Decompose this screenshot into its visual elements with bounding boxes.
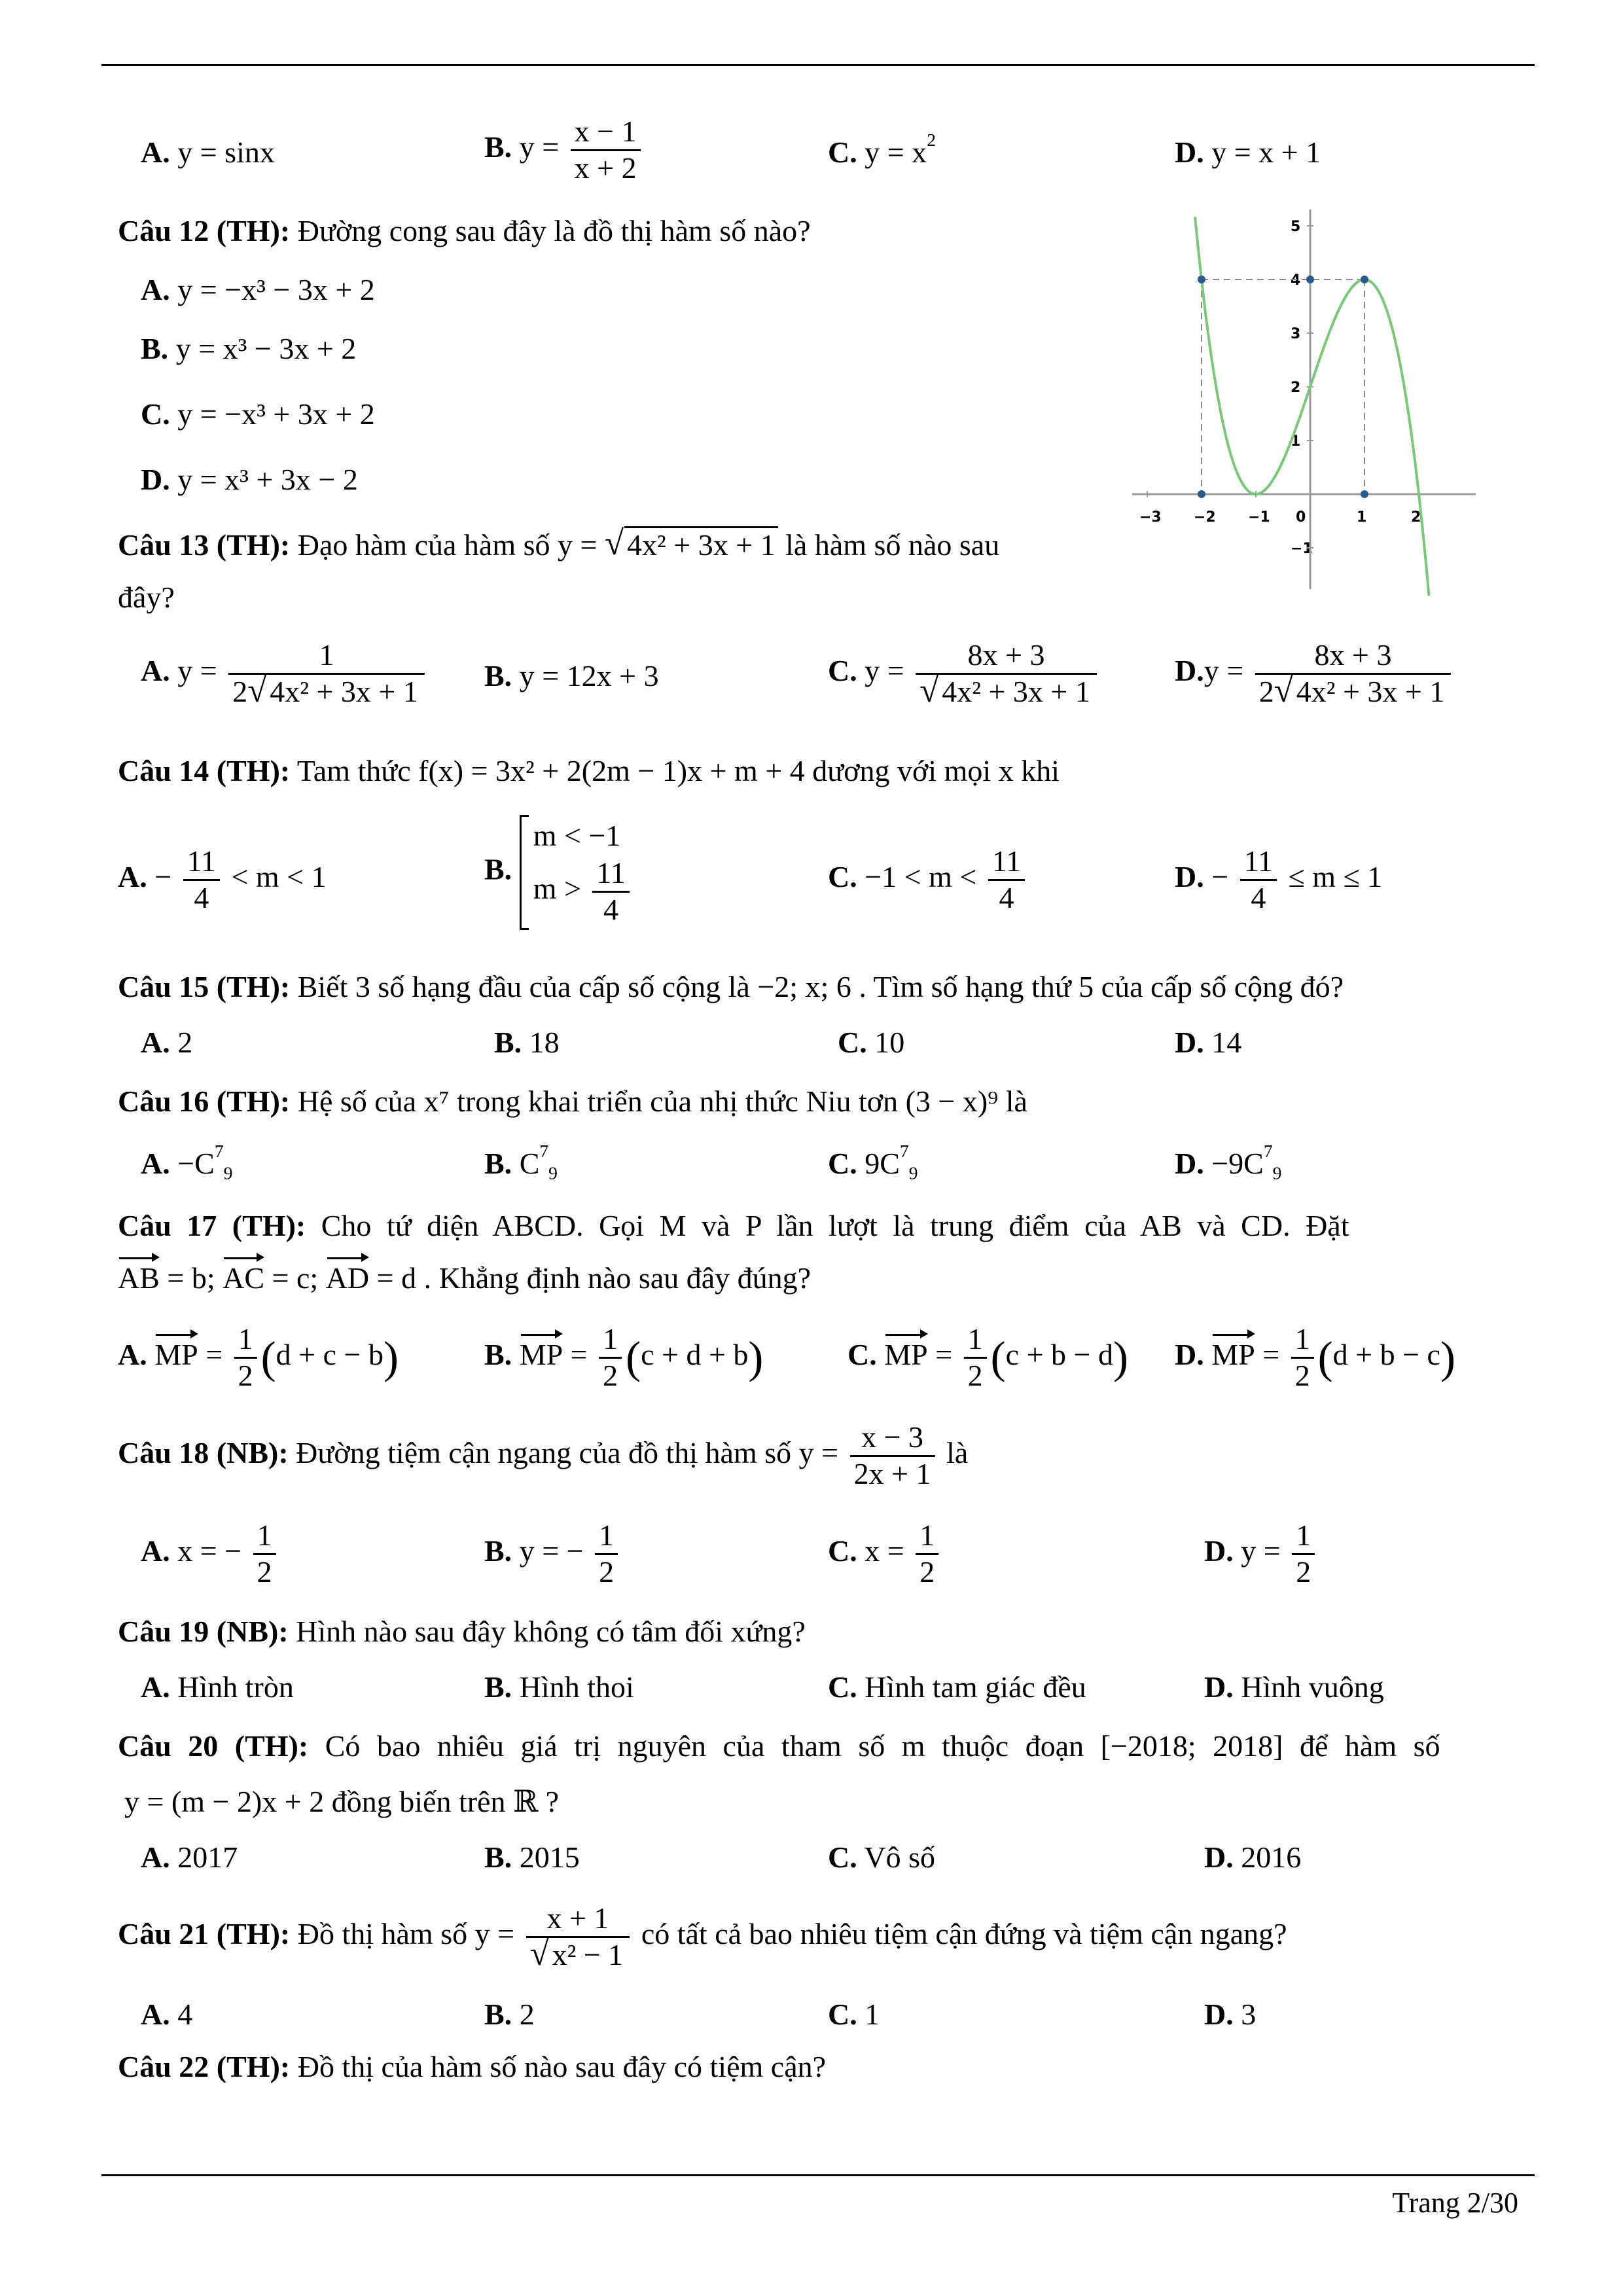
x-tick-label: −1 bbox=[1248, 509, 1270, 526]
q14-option-a[interactable]: A. − $\frac{11}{4}$ < m < 1 bbox=[118, 844, 327, 914]
fraction: $\frac{x - 1}{x + 2}$ bbox=[571, 115, 641, 186]
q20-option-c[interactable]: C. Vô số bbox=[828, 1840, 936, 1874]
y-tick-label: 1 bbox=[1291, 433, 1301, 450]
fraction: 8x + 3 2 √ 4x² + 3x + 1 bbox=[1255, 638, 1452, 709]
graph-point bbox=[1361, 276, 1368, 283]
q12-stem: Câu 12 (TH): Đường cong sau đây là đồ thị hàm số nào? bbox=[118, 214, 811, 247]
q14-stem: Câu 14 (TH): Tam thức f(x) = 3x² + 2(2m − 1)x + m + 4 dương với mọi x khi bbox=[118, 754, 1060, 787]
y-tick-label: 4 bbox=[1291, 272, 1301, 289]
q18-option-a[interactable]: A. x = − $\frac{1}{2}$ bbox=[141, 1518, 280, 1590]
q15-option-d[interactable]: D. 14 bbox=[1175, 1026, 1242, 1059]
q18-stem: Câu 18 (NB): Đường tiệm cận ngang của đồ thị hàm số y = $\frac{x - 3}{2x + 1}$ là bbox=[118, 1420, 969, 1490]
q17-stem: Câu 17 (TH): Cho tứ diện ABCD. Gọi M và P lần lượt là trung điểm của AB và CD. Đặt bbox=[118, 1209, 1349, 1242]
fraction: 8x + 3 √ 4x² + 3x + 1 bbox=[916, 638, 1097, 709]
x-tick-label: 1 bbox=[1357, 509, 1367, 526]
graph-point bbox=[1361, 490, 1368, 498]
sqrt: √ 4x² + 3x + 1 bbox=[605, 527, 778, 563]
y-tick-label: 3 bbox=[1291, 326, 1301, 342]
q15-option-c[interactable]: C. 10 bbox=[838, 1026, 905, 1059]
y-tick-label: −1 bbox=[1291, 541, 1313, 557]
q13-stem-line2: đây? bbox=[118, 581, 175, 614]
graph-points bbox=[1198, 276, 1368, 498]
q20-option-b[interactable]: B. 2015 bbox=[484, 1840, 580, 1874]
fraction: $\frac{11}{4}$ bbox=[183, 844, 220, 916]
q17-stem-line2: AB = b; AC = c; AD = d . Khẳng định nào sau đây đúng? bbox=[118, 1260, 811, 1296]
bracket-system: m < −1 m > $\frac{11}{4}$ bbox=[520, 815, 633, 930]
q19-stem: Câu 19 (NB): Hình nào sau đây không có tâm đối xứng? bbox=[118, 1615, 806, 1648]
q20-option-d[interactable]: D. 2016 bbox=[1204, 1840, 1302, 1874]
q21-option-c[interactable]: C. 1 bbox=[828, 1998, 880, 2031]
q14-option-c[interactable]: C. −1 < m < $\frac{11}{4}$ bbox=[828, 844, 1029, 916]
fraction: 1 2 √ 4x² + 3x + 1 bbox=[228, 638, 425, 709]
x-tick-label: 2 bbox=[1411, 509, 1421, 526]
x-tick-label: −2 bbox=[1194, 509, 1216, 526]
q13-option-a[interactable]: A. y = 1 2 √ 4x² + 3x + 1 bbox=[141, 638, 429, 709]
q19-option-a[interactable]: A. Hình tròn bbox=[141, 1670, 294, 1704]
graph-ticks bbox=[1139, 219, 1421, 557]
q17-option-d[interactable]: D. MP = $\frac{1}{2}$ (d + b − c) bbox=[1175, 1322, 1455, 1392]
fraction: $\frac{11}{4}$ bbox=[988, 844, 1025, 916]
q16-stem: Câu 16 (TH): Hệ số của x⁷ trong khai triển của nhị thức Niu tơn (3 − x)⁹ là bbox=[118, 1085, 1027, 1118]
y-tick-label: 5 bbox=[1291, 219, 1301, 235]
q12-option-b[interactable]: B. y = x³ − 3x + 2 bbox=[141, 332, 357, 365]
q15-option-a[interactable]: A. 2 bbox=[141, 1026, 193, 1059]
q12-option-a[interactable]: A. y = −x³ − 3x + 2 bbox=[141, 273, 375, 306]
q16-option-a[interactable]: A. $-C^7_9$ bbox=[141, 1141, 233, 1183]
graph-curve bbox=[1195, 217, 1437, 596]
q20-option-a[interactable]: A. 2017 bbox=[141, 1840, 238, 1874]
q21-option-a[interactable]: A. 4 bbox=[141, 1998, 193, 2031]
q19-option-c[interactable]: C. Hình tam giác đều bbox=[828, 1670, 1086, 1704]
fraction: $\frac{x - 3}{2x + 1}$ bbox=[850, 1420, 935, 1492]
x-tick-label: −3 bbox=[1139, 509, 1162, 526]
q11-option-a[interactable]: A. y = sinx bbox=[141, 135, 275, 169]
q13-option-b[interactable]: B. y = 12x + 3 bbox=[484, 659, 659, 692]
q16-option-d[interactable]: D. $-9C^7_9$ bbox=[1175, 1141, 1282, 1183]
q12-option-c[interactable]: C. y = −x³ + 3x + 2 bbox=[141, 397, 375, 431]
q20-stem-line2: y = (m − 2)x + 2 đồng biến trên ℝ ? bbox=[124, 1785, 560, 1818]
q16-option-c[interactable]: C. $9C^7_9$ bbox=[828, 1141, 918, 1183]
q16-option-b[interactable]: B. $C^7_9$ bbox=[484, 1141, 558, 1183]
q18-option-b[interactable]: B. y = − $\frac{1}{2}$ bbox=[484, 1518, 622, 1590]
q15-option-b[interactable]: B. 18 bbox=[494, 1026, 560, 1059]
q14-option-d[interactable]: D. − $\frac{11}{4}$ ≤ m ≤ 1 bbox=[1175, 844, 1383, 914]
graph-point bbox=[1198, 276, 1205, 283]
bottom-rule bbox=[101, 2174, 1535, 2176]
q11-option-b[interactable]: B. y = $\frac{x - 1}{x + 2}$ bbox=[484, 115, 645, 186]
y-tick-label: 2 bbox=[1291, 380, 1301, 396]
q17-option-b[interactable]: B. MP = $\frac{1}{2}$ (c + d + b) bbox=[484, 1322, 764, 1392]
cubic-graph bbox=[1119, 196, 1486, 596]
q11-option-d[interactable]: D. y = x + 1 bbox=[1175, 135, 1321, 169]
q21-option-b[interactable]: B. 2 bbox=[484, 1998, 535, 2031]
top-rule bbox=[101, 64, 1535, 66]
q19-option-d[interactable]: D. Hình vuông bbox=[1204, 1670, 1384, 1704]
q12-option-d[interactable]: D. y = x³ + 3x − 2 bbox=[141, 463, 358, 496]
q13-option-c[interactable]: C. y = 8x + 3 √ 4x² + 3x + 1 bbox=[828, 638, 1101, 709]
q18-option-c[interactable]: C. x = $\frac{1}{2}$ bbox=[828, 1518, 942, 1590]
q13-option-d[interactable]: D.y = 8x + 3 2 √ 4x² + 3x + 1 bbox=[1175, 638, 1455, 709]
q22-stem: Câu 22 (TH): Đồ thị của hàm số nào sau đây có tiệm cận? bbox=[118, 2050, 827, 2083]
q20-stem: Câu 20 (TH): Có bao nhiêu giá trị nguyên của tham số m thuộc đoạn [−2018; 2018] để hàm số bbox=[118, 1729, 1440, 1763]
q17-option-a[interactable]: A. MP = $\frac{1}{2}$ (d + c − b) bbox=[118, 1322, 399, 1392]
q21-option-d[interactable]: D. 3 bbox=[1204, 1998, 1257, 2031]
page-number: Trang 2/30 bbox=[1392, 2187, 1518, 2219]
q17-option-c[interactable]: C. MP = $\frac{1}{2}$ (c + b − d) bbox=[847, 1322, 1128, 1392]
fraction: x + 1 √ x² − 1 bbox=[526, 1901, 630, 1973]
q21-stem: Câu 21 (TH): Đồ thị hàm số y = x + 1 √ x² − 1 có tất cả bao nhiêu tiệm cận đứng và tiệm cận ngang? bbox=[118, 1901, 1287, 1973]
q19-option-b[interactable]: B. Hình thoi bbox=[484, 1670, 634, 1704]
fraction: $\frac{11}{4}$ bbox=[1240, 844, 1277, 916]
q18-option-d[interactable]: D. y = $\frac{1}{2}$ bbox=[1204, 1518, 1319, 1590]
graph-point bbox=[1198, 490, 1205, 498]
x-tick-label: 0 bbox=[1296, 509, 1306, 526]
q13-stem: Câu 13 (TH): Đạo hàm của hàm số y = √ 4x² + 3x + 1 là hàm số nào sau bbox=[118, 524, 1000, 562]
q15-stem: Câu 15 (TH): Biết 3 số hạng đầu của cấp số cộng là −2; x; 6 . Tìm số hạng thứ 5 của cấp số cộng đó? bbox=[118, 970, 1344, 1003]
graph-point bbox=[1306, 276, 1314, 283]
q11-option-c[interactable]: C. $y = x^2$ bbox=[828, 130, 936, 169]
q14-option-b[interactable]: B. m < −1 m > $\frac{11}{4}$ bbox=[484, 815, 633, 930]
